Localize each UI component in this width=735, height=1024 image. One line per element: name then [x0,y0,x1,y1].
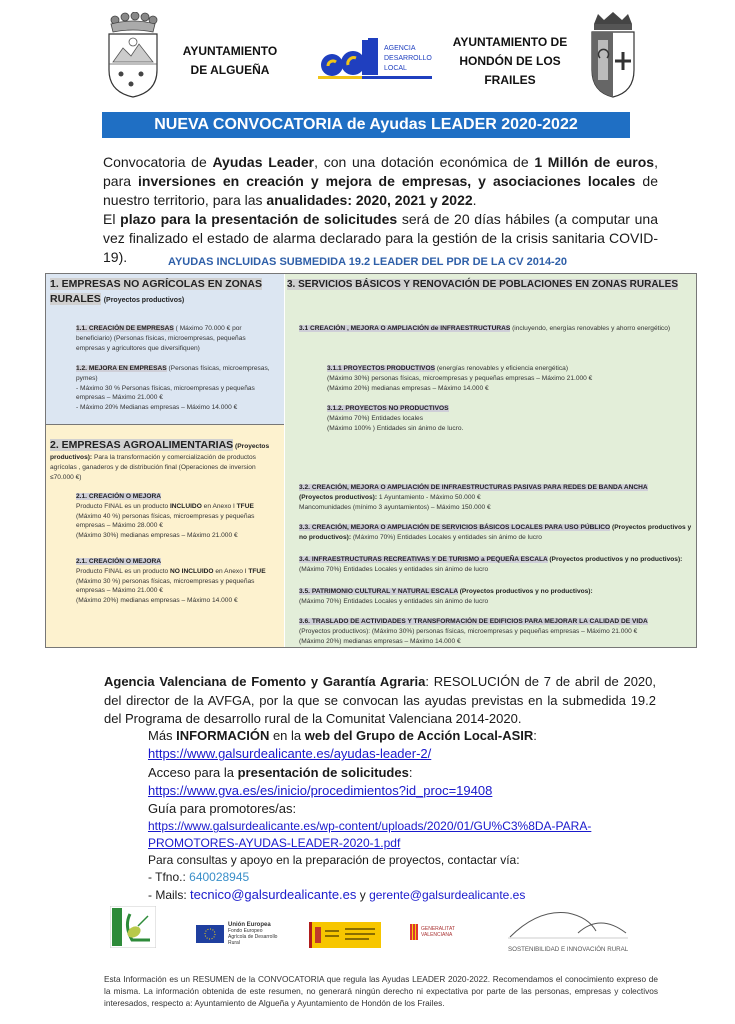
item-line: - Máximo 30 % Personas físicas, microempresas y pequeñas empresas – Máximo 21.000 € [76,384,255,402]
item-line: (Máximo 20%) medianas empresas – Máximo 14.000 € [76,597,238,605]
section-1-title [50,277,280,308]
org-line: HONDÓN DE LOS [459,54,561,68]
section-2-desc: Para la transformación y comercialización de productos agrícolas , ganaderos y de distribución final (Operaciones de inversion ≤70.000 €) [50,454,256,481]
intro-paragraph-1 [103,153,658,210]
body-text: . [472,192,477,208]
info-block [148,727,668,904]
rural-logo-text: SOSTENIBILIDAD E INNOVACIÓN RURAL [508,946,629,953]
section-2-note: (Proyectos productivos): [50,443,270,461]
consult-label: Para consultas y apoyo en la preparación de proyectos, contactar vía: [148,853,520,868]
intro-text [103,153,658,267]
body-text: El [103,211,121,227]
page-title: NUEVA CONVOCATORIA de Ayudas LEADER 2020-2022 [102,112,630,138]
emphasis-text: inversiones en creación y mejora de empresas, y asociaciones locales [138,173,636,189]
section-1-note: (Proyectos productivos) [103,297,185,304]
emphasis-text: anualidades: 2020, 2021 y 2022 [266,192,473,208]
gva-title: GENERALITAT VALENCIANA [421,926,455,938]
ayuntamiento-alguena-label [170,42,290,80]
section-1-heading: 1. EMPRESAS NO AGRÍCOLAS EN ZONAS RURALES [50,278,262,305]
item-1-2 [76,364,276,413]
item-heading: 1.1. CREACIÓN DE EMPRESAS [76,325,174,332]
emphasis-text: plazo para la presentación de solicitudes [120,211,398,227]
phone-link[interactable]: 640028945 [189,870,250,885]
leader-logo-icon [110,906,156,948]
sostenibilidad-rural-logo [508,907,628,953]
org-line: DE ALGUEÑA [190,63,270,77]
gobierno-espana-logo-icon [309,922,381,948]
eu-logo [196,922,278,946]
item-line: - Máximo 20% Medianas empresas – Máximo 14.000 € [76,404,238,412]
body-text: , con una dotación económica de [314,154,535,170]
svg-text:DESARROLLO: DESARROLLO [384,55,432,62]
guide-pdf-link[interactable]: https://www.galsurdealicante.es/wp-content/uploads/2020/01/GU%C3%8DA-PARA- PROMOTORES-AYUDAS-LEADER-2020-1.pdf [148,819,592,851]
more-info-line: Más INFORMACIÓN en la web del Grupo de Acción Local-ASIR: [148,728,537,743]
guide-label: Guía para promotores/as: [148,801,297,817]
item-body: ( Máximo 70.000 € por beneficiario) (Personas físicas, microempresas, pequeñas empresas y agricultores que diversifiquen) [76,325,246,352]
body-text: , para [103,154,658,189]
item-3-6: 3.6. TRASLADO DE ACTIVIDADES Y TRANSFORMACIÓN DE EDIFICIOS PARA MEJORAR LA CALIDAD DE VIDA (Proyectos productivos): (Máximo 30%) personas físicas, microempresas y pequeñas empresas – Máximo 21.000 € (Máximo 20%) medianas empresas – Máximo 14.000 € [299,618,648,645]
phone-line: - Tfno.: 640028945 [148,870,250,885]
resolution-text [104,673,656,729]
org-line: AYUNTAMIENTO [182,44,278,58]
access-line: Acceso para la presentación de solicitudes: [148,764,413,780]
body-text: será de 20 días hábiles (a computar una vez finalizado el estado de alarma declarado para la gestión de la crisis sanitaria COVID-19). [103,211,658,265]
item-3-1: 3.1 CREACIÓN , MEJORA O AMPLIACIÓN de INFRAESTRUCTURAS (incluyendo, energías renovables y ahorro energético) [299,325,671,332]
org-line: FRAILES [484,73,536,87]
emphasis-text: Ayudas Leader [212,154,315,170]
section-2-title [50,438,280,482]
gva-procedure-link[interactable]: https://www.gva.es/es/inicio/procedimientos?id_proc=19408 [148,782,493,798]
item-1-1 [76,324,276,353]
item-line: (Máximo 30%) medianas empresas – Máximo 21.000 € [76,532,238,540]
item-3-1-1: 3.1.1 PROYECTOS PRODUCTIVOS (energías renovables y eficiencia energética) (Máximo 30%) personas físicas, microempresas y pequeñas empresas – Máximo 21.000 € (Máximo 20%) medianas empresas – Máximo 14.000 € [327,365,593,392]
aid-lines-table [45,273,697,648]
item-heading: 2.1. CREACIÓN O MEJORA [76,493,162,500]
section-3-box [285,274,696,647]
emphasis-text: 1 Millón de euros [534,154,655,170]
item-line: Producto FINAL es un producto INCLUIDO en Anexo I TFUE [76,502,254,510]
mail-gerente-link[interactable]: gerente@galsurdealicante.es [369,888,526,903]
item-3-5: 3.5. PATRIMONIO CULTURAL Y NATURAL ESCALA (Proyectos productivos y no productivos): (Máximo 70%) Entidades Locales y entidades sin ánimo de lucro [299,588,593,605]
item-2-1-not-included [76,557,281,606]
gva-crest-icon [410,924,418,940]
left-column [46,274,284,647]
page-header [0,0,735,105]
coat-of-arms-hondon-icon [588,10,638,98]
mail-tecnico-link[interactable]: tecnico@galsurdealicante.es [190,887,357,903]
agency-name: Agencia Valenciana de Fomento y Garantía Agraria [104,674,426,689]
mail-line: - Mails: tecnico@galsurdealicante.es y gerente@galsurdealicante.es [148,887,526,903]
item-3-3: 3.3. CREACIÓN, MEJORA O AMPLIACIÓN DE SERVICIOS BÁSICOS LOCALES PARA USO PÚBLICO (Proyectos productivos y no productivos): (Máximo 70%) Entidades Locales y entidades sin ánimo de lucro [299,524,692,541]
item-3-2: 3.2. CREACIÓN, MEJORA O AMPLIACIÓN DE INFRAESTRUCTURAS PASIVAS PARA REDES DE BANDA ANCHA (Proyectos productivos): 1 Ayuntamiento - Máximo 50.000 € Mancomunidades (mínimo 3 ayuntamientos) – Máximo 150.000 € [299,484,648,511]
item-line: (Máximo 40 %) personas físicas, microempresas y pequeñas empresas – Máximo 28.000 € [76,512,255,530]
item-line: Producto FINAL es un producto NO INCLUIDO en Anexo I TFUE [76,567,266,575]
hills-icon [508,907,628,941]
disclaimer: Esta Información es un RESUMEN de la CONVOCATORIA que regula las Ayudas LEADER 2020-2022. Recomendamos el conocimiento expreso de la misma. La información obtenida de este resumen, no generará ningún derecho ni expectativa por parte de las personas, empresas y colectivos interesados, respecto a: Ayuntamiento de Algueña y Ayuntamiento de Hondón de los Frailes. [104,974,658,1008]
coat-of-arms-alguena-icon [105,12,161,98]
eu-title: Unión Europea [228,922,271,928]
eu-flag-icon [196,925,224,943]
section-2-heading: 2. EMPRESAS AGROALIMENTARIAS [50,439,234,451]
body-text: de nuestro territorio, para las [103,173,658,208]
eu-subtitle: Fondo Europeo Agrícola de Desarrollo Rural [228,928,278,946]
adl-logo-icon [318,38,436,82]
item-heading: 2.1. CREACIÓN O MEJORA [76,558,162,565]
svg-text:AGENCIA: AGENCIA [384,45,416,52]
section-2-box [46,425,284,647]
galsur-leader-link[interactable]: https://www.galsurdealicante.es/ayudas-leader-2/ [148,746,432,762]
org-line: AYUNTAMIENTO DE [452,35,568,49]
item-body: (Personas físicas, microempresas, pymes) [76,365,270,382]
item-2-1-included [76,492,281,541]
item-3-1-2: 3.1.2. PROYECTOS NO PRODUCTIVOS (Máximo 70%) Entidades locales (Máximo 100% ) Entidades sin ánimo de lucro. [327,405,464,432]
ayuntamiento-hondon-label [445,33,575,90]
section-subtitle: AYUDAS INCLUIDAS SUBMEDIDA 19.2 LEADER DEL PDR DE LA CV 2014-20 [168,256,567,268]
item-line: (Máximo 30 %) personas físicas, microempresas y pequeñas empresas – Máximo 21.000 € [76,577,255,595]
item-heading: 1.2. MEJORA EN EMPRESAS [76,365,167,372]
item-3-4: 3.4. INFRAESTRUCTURAS RECREATIVAS Y DE TURISMO a PEQUEÑA ESCALA (Proyectos productivos y no productivos): (Máximo 70%) Entidades Locales y entidades sin ánimo de lucro [299,556,683,573]
generalitat-logo [410,924,476,940]
svg-text:LOCAL: LOCAL [384,65,407,72]
section-3-heading: 3. SERVICIOS BÁSICOS Y RENOVACIÓN DE POBLACIONES EN ZONAS RURALES [287,279,678,290]
resolution-body: : RESOLUCIÓN de 7 de abril de 2020, del director de la AVFGA, por la que se convocan las ayudas previstas en la submedida 19.2 del Programa de desarrollo rural de la Comunitat Valenciana 2014-2020. [104,674,657,726]
section-1-box [46,274,284,425]
section-3-title [287,277,678,292]
body-text: Convocatoria de [103,154,213,170]
